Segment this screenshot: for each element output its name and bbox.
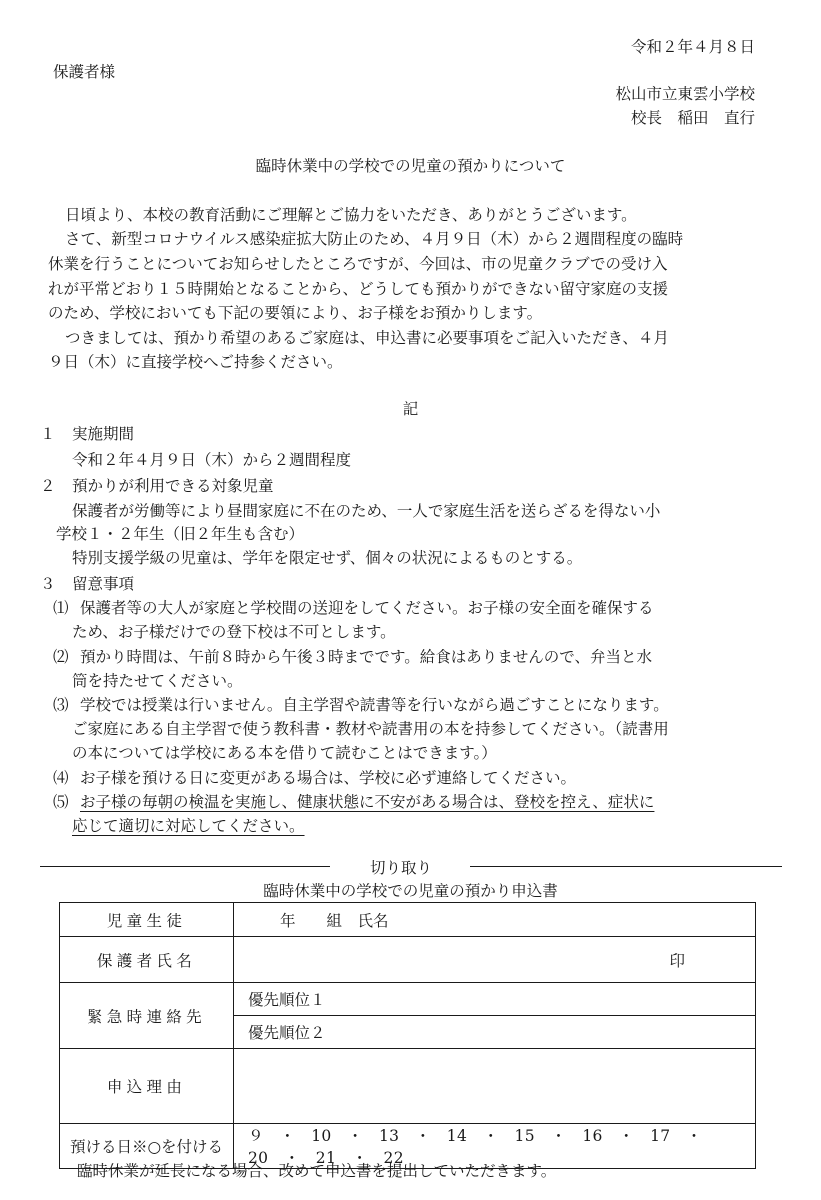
emergency-row-1 xyxy=(60,983,756,1016)
principal-name: 校長 稲田 直行 xyxy=(630,109,755,127)
section-2-number: ２ xyxy=(40,477,56,495)
form-note: 臨時休業が延長になる場合、改めて申込書を提出していただきます。 xyxy=(77,1162,557,1180)
note-5-number: ⑸ xyxy=(53,793,69,811)
body-line: のため、学校においても下記の要領により、お子様をお預かりします。 xyxy=(48,304,543,322)
student-label: 児童生徒 xyxy=(60,903,234,937)
cut-line-left xyxy=(40,866,330,867)
note-2-line: 筒を持たせてください。 xyxy=(72,672,243,690)
body-line: つきましては、預かり希望のあるご家庭は、申込書に必要事項をご記入いただき、４月 xyxy=(65,329,669,347)
section-2-title: 預かりが利用できる対象児童 xyxy=(72,477,274,495)
guardian-field[interactable] xyxy=(234,937,756,983)
ki-heading: 記 xyxy=(402,400,419,418)
body-line: さて、新型コロナウイルス感染症拡大防止のため、４月９日（木）から２週間程度の臨時 xyxy=(65,230,684,248)
priority-1-field[interactable]: 優先順位１ xyxy=(234,983,756,1016)
days-options[interactable]: ９ ・ 10 ・ 13 ・ 14 ・ 15 ・ 16 ・ 17 ・ 20 ・ 21 ・ 22 xyxy=(234,1124,756,1169)
note-3-number: ⑶ xyxy=(53,696,69,714)
section-3-title: 留意事項 xyxy=(72,575,135,593)
body-line: ９日（木）に直接学校へご持参ください。 xyxy=(48,353,343,371)
notice-title: 臨時休業中の学校での児童の預かりについて xyxy=(255,157,566,175)
section-2-line: 学校１・２年生（旧２年生も含む） xyxy=(56,525,305,543)
days-label: 預ける日※○を付ける xyxy=(60,1124,234,1169)
cut-line-right xyxy=(470,866,782,867)
reason-label: 申込理由 xyxy=(60,1049,234,1124)
note-5-line: お子様の毎朝の検温を実施し、健康状態に不安がある場合は、登校を控え、症状に xyxy=(80,793,655,811)
student-field[interactable]: 年 組 氏名 xyxy=(234,903,756,937)
application-form-table xyxy=(59,902,756,1169)
student-row xyxy=(60,903,756,937)
body-line: 日頃より、本校の教育活動にご理解とご協力をいただき、ありがとうございます。 xyxy=(65,206,637,224)
section-2-line: 特別支援学級の児童は、学年を限定せず、個々の状況によるものとする。 xyxy=(72,549,583,567)
form-title: 臨時休業中の学校での児童の預かり申込書 xyxy=(263,882,558,900)
note-4-number: ⑷ xyxy=(53,769,69,787)
note-2-line: 預かり時間は、午前８時から午後３時までです。給食はありませんので、弁当と水 xyxy=(80,648,652,666)
note-4-line: お子様を預ける日に変更がある場合は、学校に必ず連絡してください。 xyxy=(80,769,577,787)
document-date: 令和２年４月８日 xyxy=(630,38,755,56)
reason-row xyxy=(60,1049,756,1124)
cut-label: 切り取り xyxy=(370,859,433,877)
school-name: 松山市立東雲小学校 xyxy=(615,85,755,103)
note-3-line: 学校では授業は行いません。自主学習や読書等を行いながら過ごすことになります。 xyxy=(80,696,669,714)
note-1-number: ⑴ xyxy=(53,599,69,617)
note-5-line: 応じて適切に対応してください。 xyxy=(72,817,305,835)
seal-mark: 印 xyxy=(669,951,685,970)
note-2-number: ⑵ xyxy=(53,648,69,666)
section-2-line: 保護者が労働等により昼間家庭に不在のため、一人で家庭生活を送らざるを得ない小 xyxy=(72,502,661,520)
section-3-number: ３ xyxy=(40,575,56,593)
section-1-title: 実施期間 xyxy=(72,425,135,443)
note-1-line: 保護者等の大人が家庭と学校間の送迎をしてください。お子様の安全面を確保する xyxy=(80,599,654,617)
section-1-number: １ xyxy=(40,425,56,443)
guardian-label: 保護者氏名 xyxy=(60,937,234,983)
note-1-line: ため、お子様だけでの登下校は不可とします。 xyxy=(72,623,396,641)
note-3-line: の本については学校にある本を借りて読むことはできます。） xyxy=(72,744,497,762)
section-1-text: 令和２年４月９日（木）から２週間程度 xyxy=(72,451,352,469)
body-line: れが平常どおり１５時開始となることから、どうしても預かりができない留守家庭の支援 xyxy=(48,280,669,298)
note-3-line: ご家庭にある自主学習で使う教科書・教材や読書用の本を持参してください。（読書用 xyxy=(72,720,669,738)
priority-2-field[interactable]: 優先順位２ xyxy=(234,1016,756,1049)
emergency-label: 緊急時連絡先 xyxy=(60,983,234,1049)
guardian-row xyxy=(60,937,756,983)
body-line: 休業を行うことについてお知らせしたところですが、今回は、市の児童クラブでの受け入 xyxy=(48,255,668,273)
reason-field[interactable] xyxy=(234,1049,756,1124)
recipient: 保護者様 xyxy=(53,63,116,81)
